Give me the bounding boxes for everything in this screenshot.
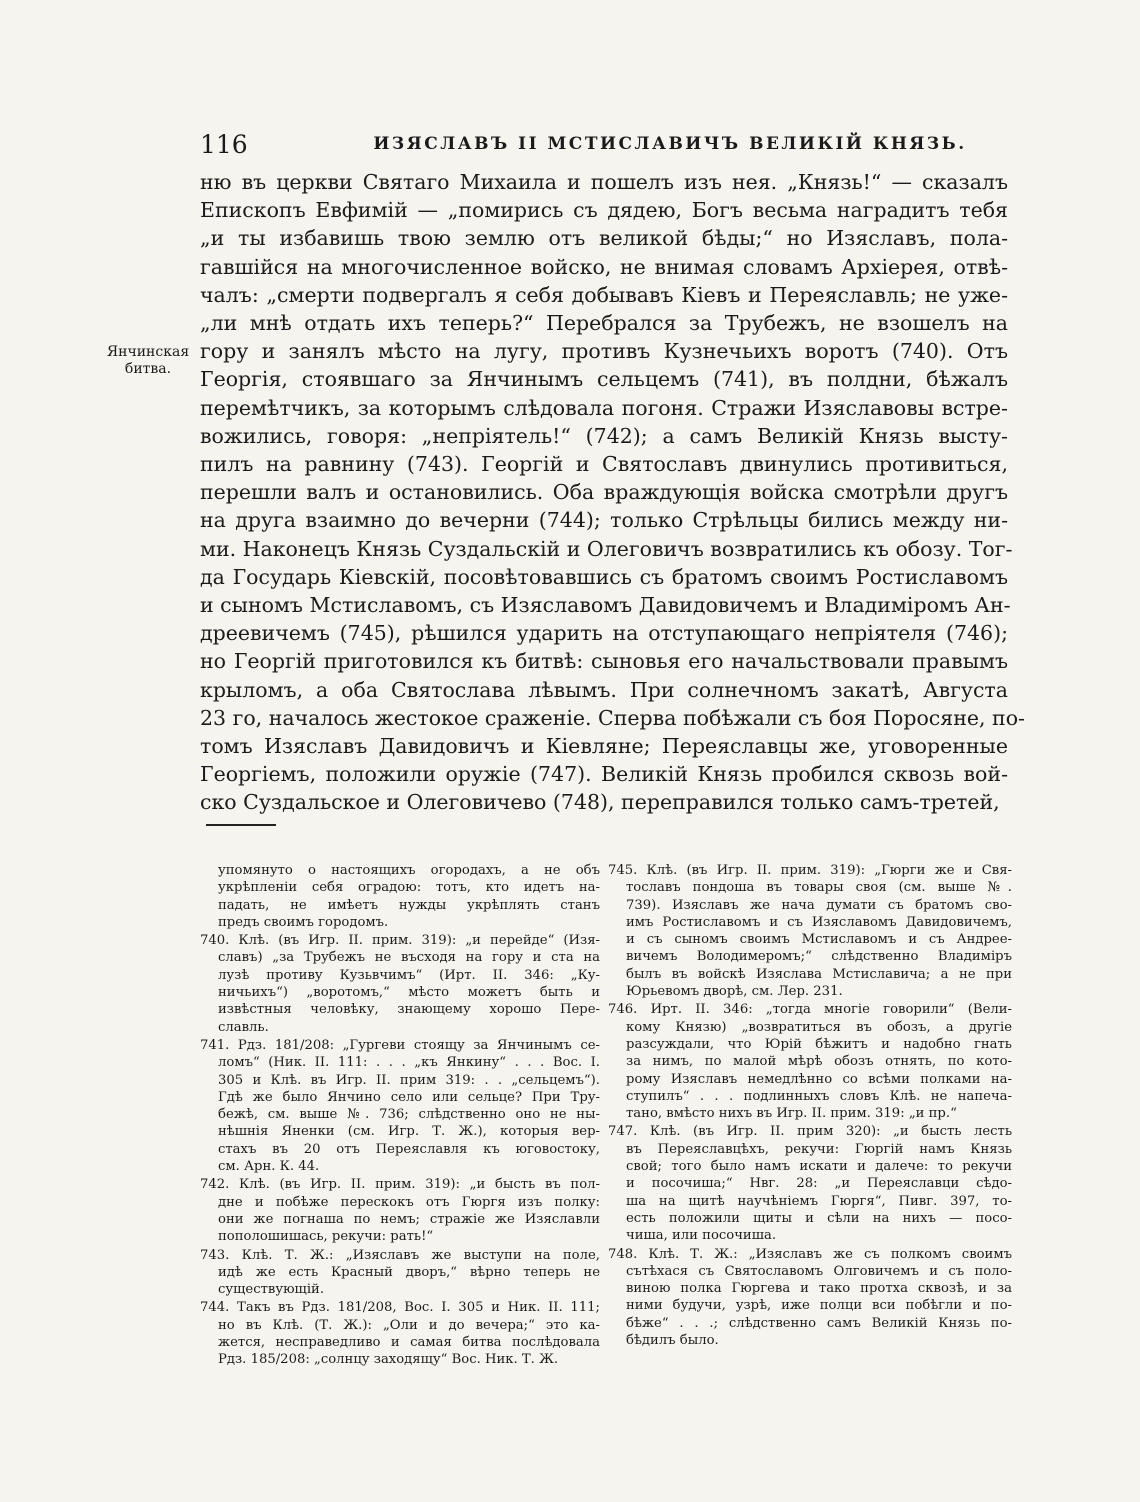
text-line: и сыномъ Мстиславомъ, съ Изяславомъ Давидовичемъ и Владиміромъ Ан-: [200, 593, 1011, 618]
footnote-line: стахъ въ 20 отъ Переяславля къ юговостоку,: [218, 1141, 600, 1157]
footnote-line: 739). Изяславъ же нача думати съ братомъ сво-: [626, 897, 1012, 913]
footnote-line: ними будучи, узрѣ, иже полци вси побѣгли и по-: [626, 1298, 1012, 1314]
text-line: ми. Наконецъ Князь Суздальскій и Олеговичъ возвратились къ обозу. Тог-: [200, 536, 1013, 561]
footnote-line: ша на щитѣ научѣніемъ Гюргя“, Пивг. 397, то-: [626, 1193, 1012, 1209]
footnote-line: существующій.: [218, 1282, 325, 1298]
footnote: [200, 1247, 600, 1299]
footnote: [200, 1299, 600, 1368]
footnote: [608, 1001, 1012, 1122]
footnote-line: предъ своимъ городомъ.: [218, 914, 389, 930]
footnote-line: въ Переяславцѣхъ, рекучи: Гюргій намъ Князь: [626, 1141, 1012, 1157]
text-line: крыломъ, а оба Святослава лѣвымъ. При солнечномъ закатѣ, Августа: [200, 677, 1008, 702]
footnote-line: 305 и Клѣ. въ Игр. II. прим 319: . . „сельцемъ“).: [218, 1072, 600, 1088]
footnote-line: дне и побѣже перескокъ отъ Гюргя изъ полку:: [218, 1194, 600, 1210]
footnote-line: укрѣпленіи себя оградою: тотъ, кто идетъ на-: [218, 880, 600, 896]
footnote: [608, 862, 1012, 1000]
footnote: [200, 932, 600, 1036]
text-line: томъ Изяславъ Давидовичъ и Кіевляне; Переяславцы же, уговоренные: [200, 734, 1008, 759]
footnote: [608, 1123, 1012, 1244]
footnote-line: за нимъ, по малой мѣрѣ обозъ отнять, по кото-: [626, 1054, 1012, 1070]
text-line: ско Суздальское и Олеговичево (748), переправился только самъ-третей,: [200, 790, 1000, 815]
footnote-line: 740. Клѣ. (въ Игр. II. прим. 319): „и перейде“ (Изя-: [200, 933, 600, 949]
footnote-line: виною полка Гюргева и тако протха сквозѣ, и за: [626, 1281, 1012, 1297]
footnote-line: но въ Клѣ. (Т. Ж.): „Оли и до вечера;“ это ка-: [218, 1317, 600, 1333]
footnotes-left-column: [200, 862, 600, 1370]
text-line: „ли мнѣ отдать ихъ теперь?“ Перебрался за Трубежъ, не взошелъ на: [200, 311, 1008, 336]
text-line: гору и занялъ мѣсто на лугу, противъ Кузнечьихъ воротъ (740). Отъ: [200, 339, 1008, 364]
footnote-line: вичемъ Володимеромъ;“ слѣдственно Владиміръ: [626, 949, 1012, 965]
footnote-line: кому Князю) „возвратиться въ обозъ, а другіе: [626, 1019, 1012, 1035]
footnote-line: 746. Ирт. II. 346: „тогда многіе говорили“ (Вели-: [608, 1002, 1012, 1018]
running-title: ИЗЯСЛАВЪ II МСТИСЛАВИЧЪ ВЕЛИКІЙ КНЯЗЬ.: [373, 134, 967, 154]
footnote: [200, 1037, 600, 1175]
text-line: гавшійся на многочисленное войско, не внимая словамъ Архіерея, отвѣ-: [200, 254, 1008, 279]
footnote-line: 741. Рдз. 181/208: „Гургеви стоящу за Янчинымъ се-: [200, 1037, 600, 1053]
footnote-line: чиша, или посочиша.: [626, 1228, 777, 1244]
footnote-line: ступилъ“ . . . подлинныхъ словъ Клѣ. не напеча-: [626, 1088, 1012, 1104]
text-line: вожились, говоря: „непріятель!“ (742); а самъ Великій Князь высту-: [200, 423, 1008, 448]
text-line: но Георгій приготовился къ битвѣ: сыновья его начальствовали правымъ: [200, 649, 1008, 674]
text-line: перешли валъ и остановились. Оба враждующія войска смотрѣли другъ: [200, 480, 1008, 505]
footnote-line: 748. Клѣ. Т. Ж.: „Изяславъ же съ полкомъ своимъ: [608, 1246, 1012, 1262]
footnote: [200, 862, 600, 931]
text-line: да Государь Кіевскій, посовѣтовавшись съ братомъ своимъ Ростиславомъ: [200, 564, 1008, 589]
text-line: перемѣтчикъ, за которымъ слѣдовала погоня. Стражи Изяславовы встре-: [200, 395, 1008, 420]
footnote-line: падать, не имѣетъ нужды укрѣплять станъ: [218, 897, 600, 913]
text-line: ню въ церкви Святаго Михаила и пошелъ изъ нея. „Князь!“ — сказалъ: [200, 170, 1008, 194]
footnote-line: Рдз. 185/208: „солнцу заходящу“ Вос. Ник. Т. Ж.: [218, 1352, 559, 1368]
text-line: 23 го, началось жестокое сраженіе. Сперва побѣжали съ боя Поросяне, по-: [200, 705, 1025, 730]
footnote-line: 742. Клѣ. (въ Игр. II. прим. 319): „и бысть въ пол-: [200, 1177, 600, 1193]
footnote-line: рому Изяславъ немедлѣнно со всѣми полками на-: [626, 1071, 1012, 1087]
footnote-line: Гдѣ же было Янчино село или сельце? При Тру-: [218, 1089, 600, 1105]
footnote-line: бѣже“ . . .; слѣдственно самъ Великій Князь по-: [626, 1315, 1012, 1331]
footnote-line: нѣшнія Яненки (см. Игр. Т. Ж.), которыя вер-: [218, 1124, 600, 1140]
footnote-line: есть положили щиты и сѣли на нихъ — посо-: [626, 1210, 1012, 1226]
footnote-line: славъ) „за Трубежъ не въсходя на гору и ста на: [218, 950, 600, 966]
text-line: чалъ: „смерти подвергалъ я себя добывавъ Кіевъ и Переяславль; не уже-: [200, 282, 1008, 307]
text-line: дреевичемъ (745), рѣшился ударить на отступающаго непріятеля (746);: [200, 621, 1008, 646]
margin-note: Янчинская битва.: [106, 344, 190, 377]
footnote: [200, 1176, 600, 1245]
footnote-line: и посочиша;“ Нвг. 28: „и Переяславци сѣдо-: [626, 1176, 1012, 1192]
footnote-line: Юрьевомъ дворѣ, см. Лер. 231.: [626, 984, 843, 1000]
footnote-line: они же погнаша по немъ; стражіе же Изяславли: [218, 1211, 600, 1227]
footnote-rule: [206, 824, 276, 826]
footnote-line: сътѣхася съ Святославомъ Олговичемъ и съ поло-: [626, 1263, 1012, 1279]
main-text: [200, 168, 1025, 817]
footnote-line: жется, несправедливо и самая битва послѣдовала: [218, 1335, 600, 1351]
footnote-line: 744. Такъ въ Рдз. 181/208, Вос. I. 305 и Ник. II. 111;: [200, 1300, 600, 1316]
footnote-line: бѣдилъ было.: [626, 1333, 719, 1349]
footnote-line: упомянуто о настоящихъ огородахъ, а не объ: [218, 863, 600, 878]
page-header: [200, 130, 1010, 164]
footnote-line: тославъ пондоша въ товары своя (см. выше №.: [626, 880, 1012, 896]
footnote-line: разсуждали, что Юрій бѣжитъ и надобно гнать: [626, 1036, 1012, 1052]
footnote-line: тано, вмѣсто нихъ въ Игр. II. прим. 319: „и пр.“: [626, 1106, 957, 1122]
page-number: 116: [200, 130, 248, 159]
footnote-line: 745. Клѣ. (въ Игр. II. прим. 319): „Гюрги же и Свя-: [608, 863, 1012, 878]
text-line: на друга взаимно до вечерни (744); только Стрѣльцы бились между ни-: [200, 508, 1008, 533]
text-line: Георгіемъ, положили оружіе (747). Великій Князь пробился сквозь вой-: [200, 762, 1008, 787]
text-line: Епископъ Евфимій — „помирись съ дядею, Богъ весьма наградитъ тебя: [200, 198, 1008, 223]
footnote-line: идѣ же есть Красный дворъ,“ вѣрно теперь не: [218, 1264, 600, 1280]
footnote-line: и съ сыномъ своимъ Мстиславомъ и съ Андрее-: [626, 932, 1012, 948]
footnote-line: пополошишась, рекучи: рать!“: [218, 1229, 434, 1245]
footnote-line: славль.: [218, 1019, 269, 1035]
footnote-line: ничьихъ“) „воротомъ,“ мѣсто можетъ быть и: [218, 985, 600, 1001]
footnote-line: бежѣ, см. выше №. 736; слѣдственно оно не ны-: [218, 1107, 600, 1123]
footnote-line: свой; того было намъ искати и далече: то рекучи: [626, 1159, 1012, 1175]
footnote-line: имъ Ростиславомъ и съ Изяславомъ Давидовичемъ,: [626, 914, 1012, 930]
footnote: [608, 1246, 1012, 1350]
footnote-line: извѣстныя человѣку, знающему хорошо Пере-: [218, 1002, 600, 1018]
footnote-line: былъ въ войскѣ Изяслава Мстиславича; а не при: [626, 966, 1012, 982]
footnotes-right-column: [608, 862, 1012, 1350]
text-line: Георгія, стоявшаго за Янчинымъ сельцемъ (741), въ полдни, бѣжалъ: [200, 367, 1008, 392]
footnote-line: 743. Клѣ. Т. Ж.: „Изяславъ же выступи на поле,: [200, 1247, 600, 1263]
footnote-line: лузѣ противу Кузьвчимъ“ (Ирт. II. 346: „Ку-: [218, 967, 600, 983]
text-line: пилъ на равнину (743). Георгій и Святославъ двинулись противиться,: [200, 452, 1008, 477]
footnote-line: см. Арн. К. 44.: [218, 1159, 320, 1175]
text-line: „и ты избавишь твою землю отъ великой бѣды;“ но Изяславъ, пола-: [200, 226, 1008, 251]
footnote-line: 747. Клѣ. (въ Игр. II. прим 320): „и бысть лесть: [608, 1124, 1012, 1140]
footnote-line: ломъ“ (Ник. II. 111: . . . „къ Янкину“ . . . Вос. I.: [218, 1055, 600, 1071]
